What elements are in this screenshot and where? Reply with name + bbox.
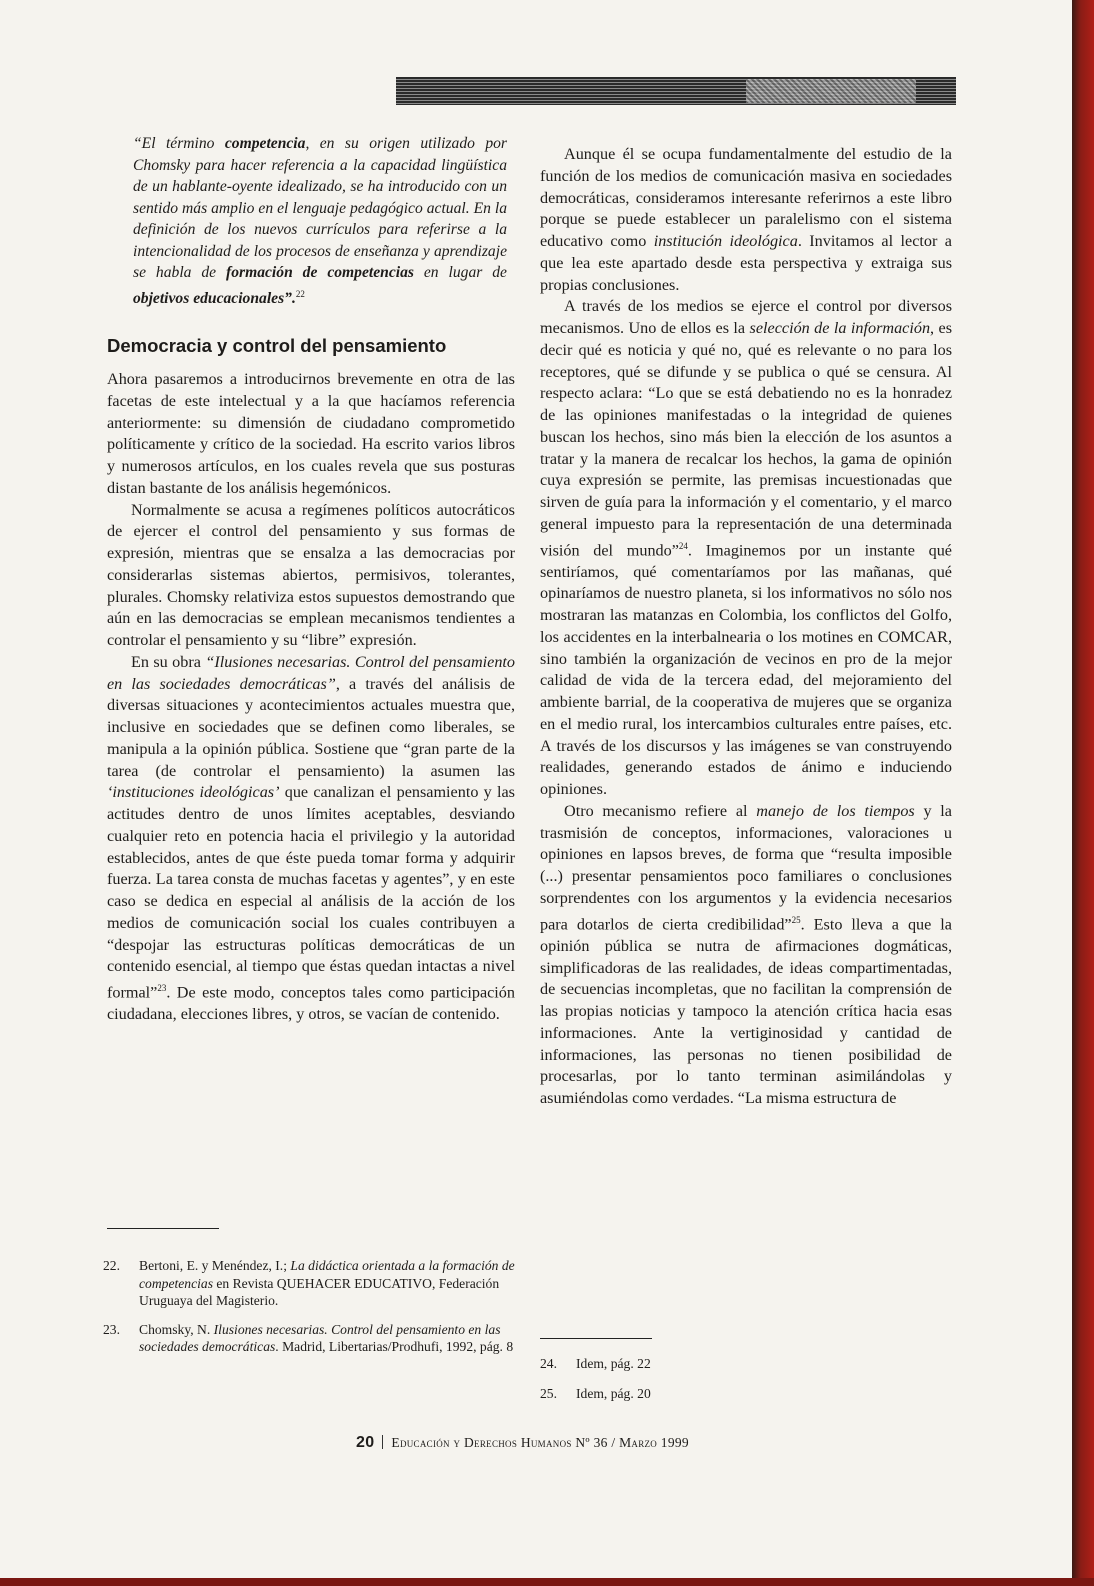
- footnote-text: [139, 1257, 515, 1310]
- text-run: . De este modo, conceptos tales como participación ciudadana, elecciones libres, y otros, se vacían de contenido.: [107, 983, 515, 1024]
- quote-text: “El término: [133, 135, 225, 152]
- page-edge-bottom: [0, 1578, 1094, 1586]
- footnote-number: 25.: [540, 1385, 557, 1401]
- italic-term: manejo de los tiempos: [756, 801, 915, 820]
- italic-term: selección de la información: [749, 319, 931, 337]
- italic-term: ‘instituciones ideológicas’: [107, 783, 280, 802]
- footnotes-right: [540, 1355, 840, 1414]
- paragraph: Normalmente se acusa a regímenes políticos autocráticos de ejercer el control del pensamiento y sus formas de expresión, mientras que se ensalza a las democracias por considerarlas sistemas abiertos, permisivos, tolerantes, plurales. Chomsky relativiza estos supuestos demostrando que aún en las democracias se emplean mecanismos tendientes a controlar el pensamiento y su “libre” expresión.: [107, 500, 515, 650]
- header-decorative-bar: [396, 77, 956, 105]
- paragraph: [540, 801, 952, 1110]
- right-column: [540, 144, 952, 1110]
- quote-text: en lugar de: [413, 264, 507, 281]
- quote-bold: objetivos educacionales: [133, 289, 285, 307]
- text-run: . Invitamos al lector a que lea este apartado desde esta perspectiva y extraiga sus propias conclusiones.: [540, 232, 952, 294]
- footnote: [103, 1321, 515, 1356]
- footnote-ref: 23: [157, 983, 167, 994]
- quote-text: , en su origen utilizado por Chomsky para hacer referencia a la capacidad lingüística de un hablante-oyente idealizado, se ha introducido con un sentido más amplio en el lenguaje pedagógico actual. En la definición de los nuevos currículos para referirse a la intencionalidad de los procesos de enseñanza y aprendizaje se habla de: [133, 135, 507, 281]
- footnote-text: [139, 1321, 515, 1356]
- text-run: En su obra: [131, 652, 206, 671]
- text-run: , es decir qué es noticia y qué no, qué es relevante o no para los receptores, qué se difunde y se publica o qué se censura. Al respecto aclara: “Lo que se está debatiendo no es la honradez de las opiniones manifestadas o la integridad de quienes buscan los hechos, sino más bien la elección de los asuntos a tratar y la manera de recalcar los hechos, la gama de opinión cuya expresión se permite, las premisas incuestionadas que sirven de guía para la información y el comentario, y el marco general impuesto para la representación de una determinada visión del mundo”: [540, 319, 953, 559]
- quote-text: ”.: [284, 289, 296, 307]
- italic-title: “Ilusiones necesarias. Control del pensamiento en las sociedades democráticas”: [107, 652, 516, 693]
- text-run: Bertoni, E. y Menéndez, I.;: [139, 1258, 291, 1273]
- footnote-ref: 25: [791, 914, 801, 925]
- footnote: [540, 1385, 840, 1403]
- paragraph: [107, 652, 515, 1026]
- text-run: Chomsky, N.: [139, 1321, 214, 1337]
- text-run: Otro mecanismo refiere al: [564, 801, 757, 820]
- footnote: [103, 1257, 515, 1310]
- text-run: que canalizan el pensamiento y las actitudes dentro de unos límites aceptables, desviando cualquier reto en potencia hacia el privilegio y la autoridad establecidos, antes de que éste pueda tomar forma y adquirir fuerza. La tarea consta de muchas facetas y agentes”, y en este caso se dedica en especial al análisis de la acción de los medios de comunicación social los cuales contribuyen a “despojar las estructuras políticas democráticas de un contenido esencial, al tiempo que éstas quedan intactas a nivel formal”: [107, 783, 515, 1002]
- italic-title: Ilusiones necesarias. Control del pensamiento en las sociedades democráticas: [139, 1321, 501, 1354]
- page-edge: [1072, 0, 1094, 1586]
- footnote-divider: [540, 1338, 652, 1339]
- footer-separator: [382, 1435, 383, 1449]
- text-run: en Revista QUEHACER EDUCATIVO, Federación Uruguaya del Magisterio.: [139, 1275, 500, 1308]
- footnote-text: Idem, pág. 20: [576, 1385, 651, 1401]
- text-run: . Esto lleva a que la opinión pública se nutra de afirmaciones dogmáticas, simplificadoras de las realidades, de ideas compartimentadas, de secuencias incompletas, que no facilitan la comprensión de las propias noticias y tampoco la atención crítica hacia esas informaciones. Ante la vertiginosidad y cantidad de informaciones, las personas no tienen posibilidad de procesarlas, por lo tanto terminan asimilándolas y asumiéndolas como verdades. “La misma estructura de: [540, 915, 952, 1108]
- journal-name: Educación y Derechos Humanos: [391, 1435, 572, 1450]
- footnote-ref: 22: [295, 288, 305, 299]
- footnotes-left: [103, 1257, 515, 1367]
- footnote-number: 23.: [103, 1321, 120, 1337]
- footnote-divider: [107, 1228, 219, 1229]
- paragraph: Ahora pasaremos a introducirnos brevemente en otra de las facetas de este intelectual y a la que hacíamos referencia anteriormente: su dimensión de ciudadano comprometido políticamente y crítico de la sociedad. Ha escrito varios libros y numerosos artículos, en los cuales revela que sus posturas distan bastante de los análisis hegemónicos.: [107, 370, 515, 497]
- section-heading: Democracia y control del pensamiento: [107, 335, 447, 357]
- footnote-number: 24.: [540, 1356, 557, 1371]
- text-run: . Imaginemos por un instante qué sentiríamos, qué comentaríamos por las mañanas, qué opinaríamos de nuestro planeta, si los informativos no sólo nos mostraran las matanzas en Colombia, los conflictos del Golfo, los accidentes en la interbalnearia o los motines en COMCAR, sino también la organización de vecinos en pro de la mejor calidad de vida de la tercera edad, del mejoramiento del ambiente barrial, de la cooperativa de mujeres que se organiza en el medio rural, los intercambios culturales entre países, etc. A través de los discursos y las imágenes se van construyendo realidades, generando estados de ánimo e induciendo opiniones.: [540, 540, 952, 799]
- page-number: 20: [356, 1434, 375, 1451]
- footnote-ref: 24: [678, 540, 688, 551]
- text-run: Aunque él se ocupa fundamentalmente del estudio de la función de los medios de comunicación masiva en sociedades democráticas, consideramos interesante referirnos a este libro porque se puede establecer un paralelismo con el sistema educativo como: [540, 145, 952, 250]
- text-run: , a través del análisis de diversas situaciones y acontecimientos actuales muestra que, inclusive en sociedades que se definen como liberales, se manipula a la opinión pública. Sostiene que “gran parte de la tarea (de controlar el pensamiento) la asumen las: [107, 674, 515, 780]
- body-text-right: [540, 144, 952, 1110]
- footnote-number: 22.: [103, 1258, 120, 1273]
- footnote: [540, 1355, 840, 1373]
- body-text-left: [107, 369, 515, 1026]
- italic-title: La didáctica orientada a la formación de competencias: [139, 1258, 515, 1291]
- page-footer: [356, 1434, 916, 1452]
- quote-bold: formación de competencias: [226, 264, 414, 281]
- footnote-text: Idem, pág. 22: [576, 1356, 651, 1371]
- left-column: [107, 133, 515, 1026]
- quote-bold: competencia: [224, 135, 306, 152]
- epigraph-quote: [107, 133, 515, 309]
- text-run: A través de los medios se ejerce el control por diversos mecanismos. Uno de ellos es la: [540, 297, 952, 337]
- text-run: y la trasmisión de conceptos, informaciones, valoraciones u opiniones en lapsos breves, de forma que “resulta imposible (...) presentar pensamientos poco familiares o conclusiones sorprendentes con los argumentos y la evidencia necesarios para dotarlos de cierta credibilidad”: [540, 801, 952, 934]
- paragraph: [540, 144, 952, 296]
- issue-info: Nº 36 / Marzo 1999: [575, 1435, 689, 1450]
- text-run: . Madrid, Libertarias/Prodhufi, 1992, pág. 8: [275, 1339, 514, 1354]
- italic-term: institución ideológica: [653, 232, 798, 250]
- paragraph: [540, 296, 952, 801]
